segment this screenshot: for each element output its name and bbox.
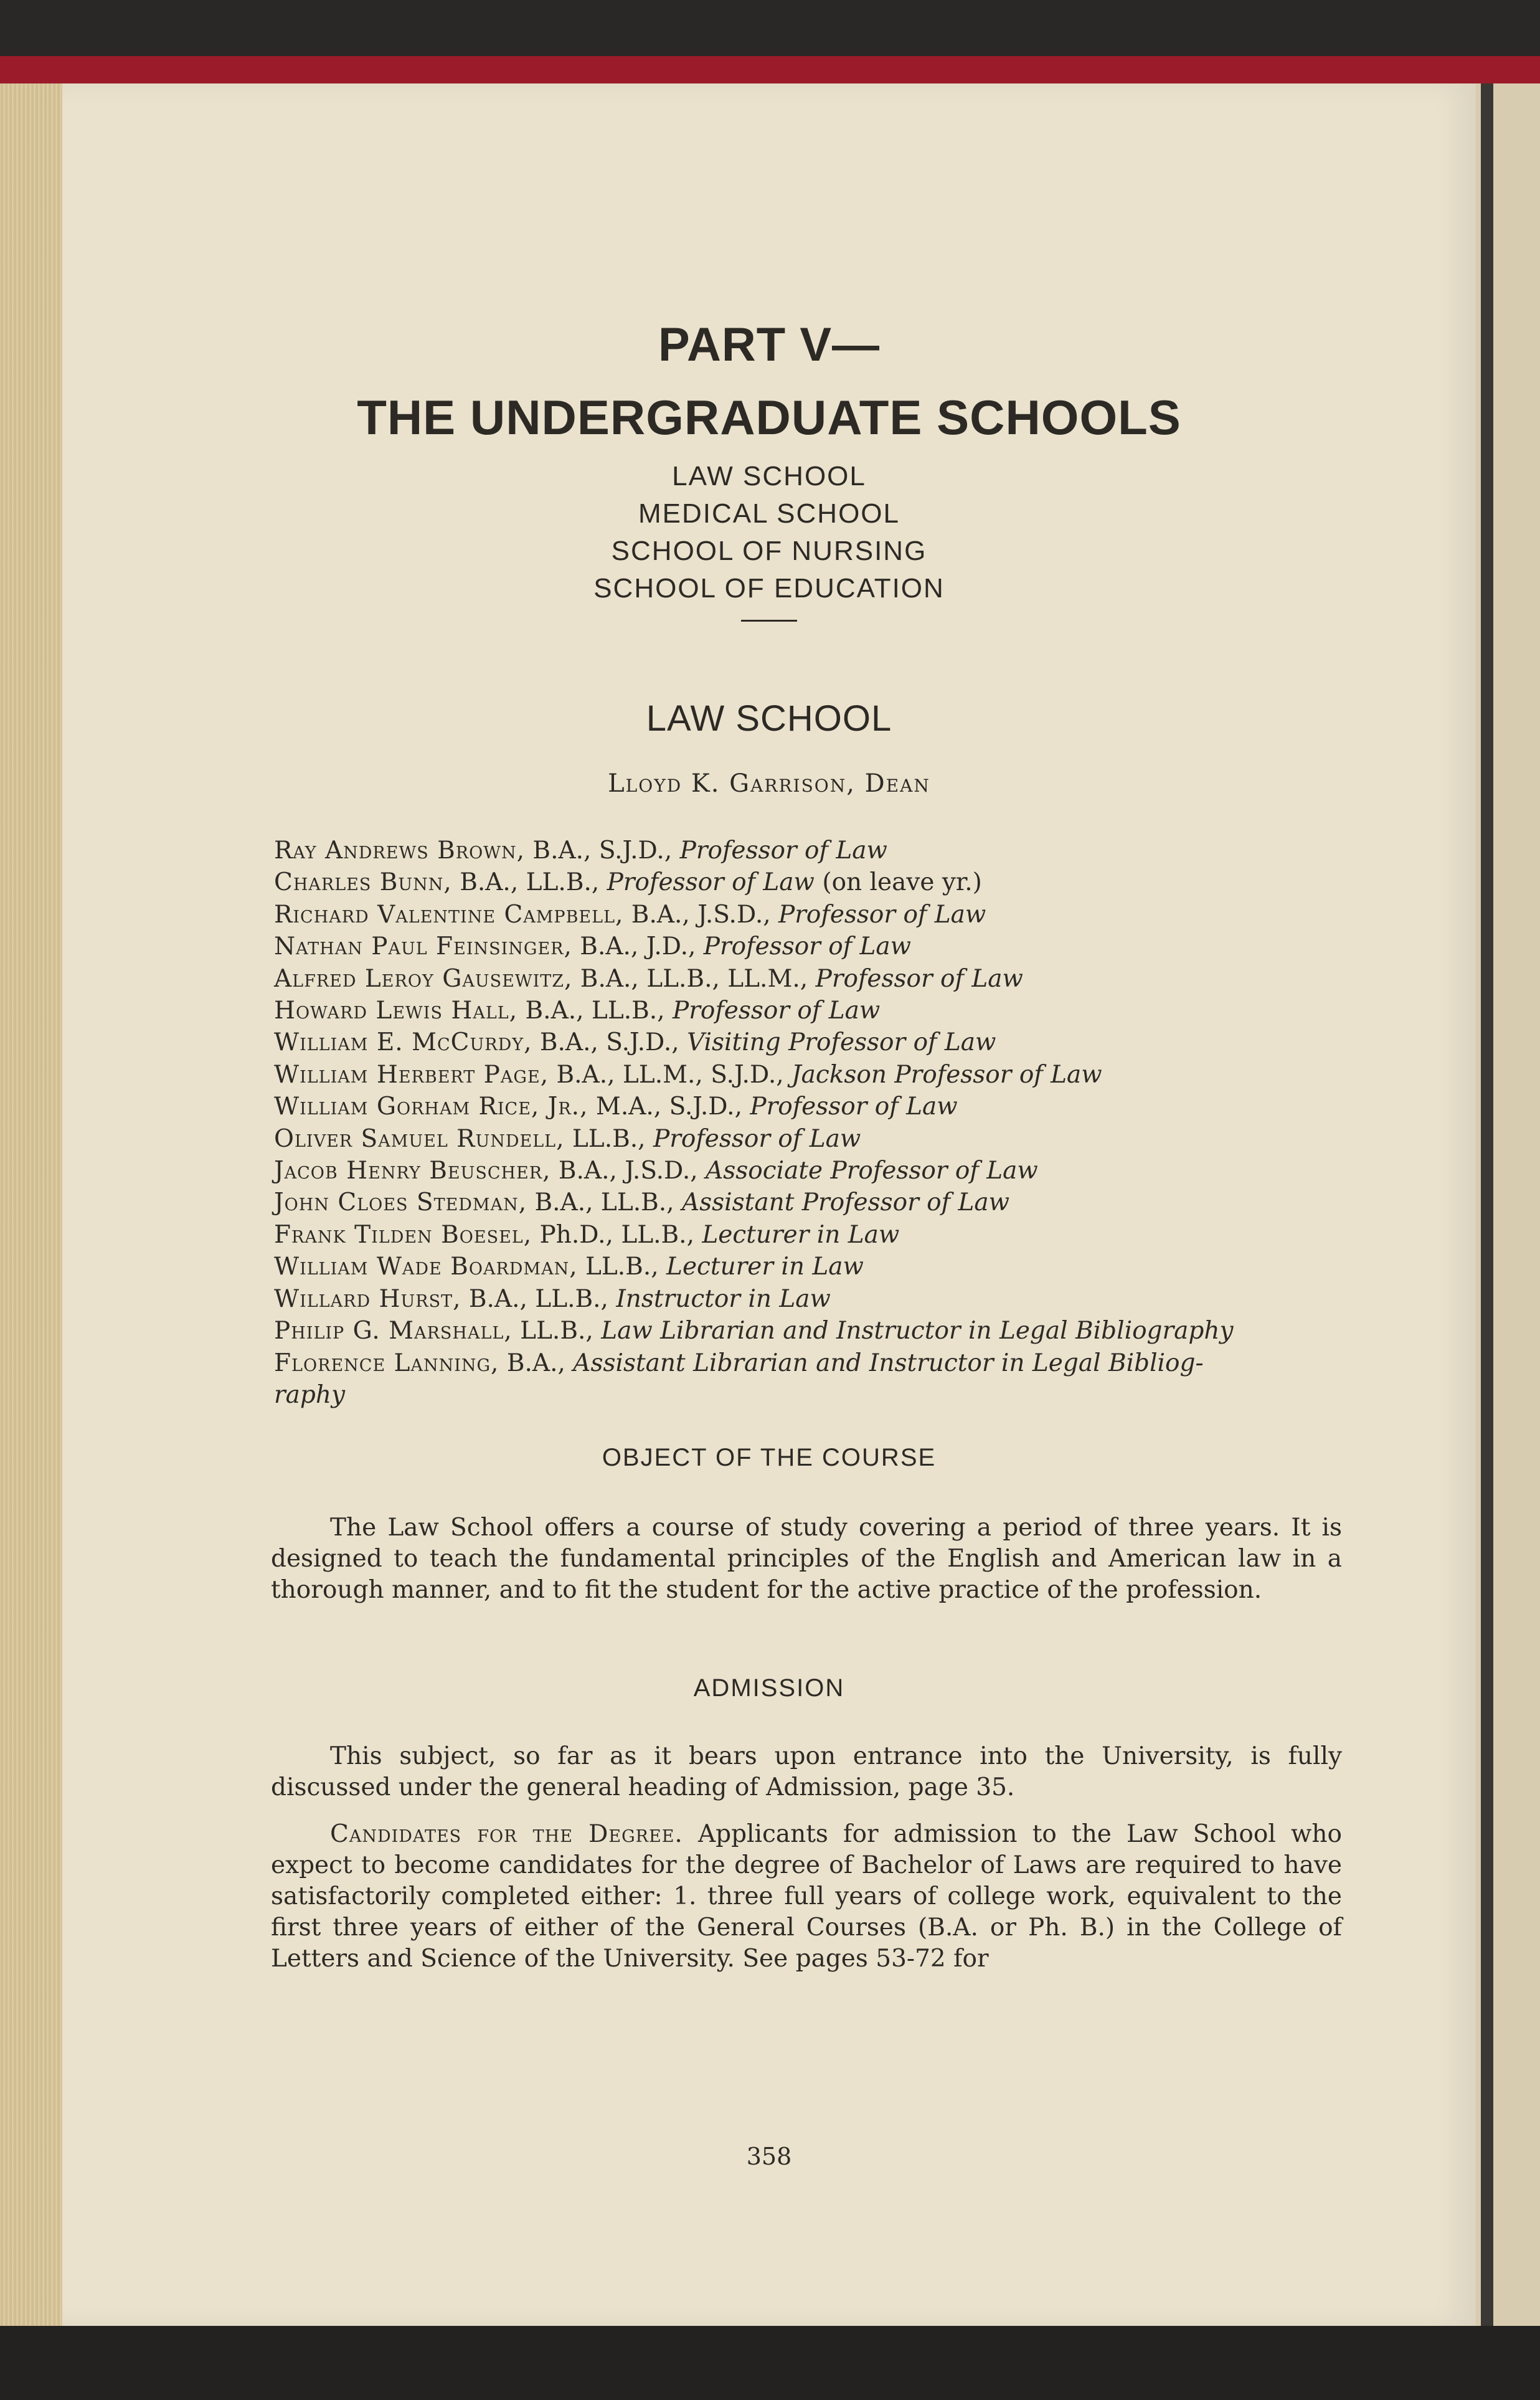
faculty-entry: Alfred Leroy Gausewitz, B.A., LL.B., LL.M., Professor of Law (274, 964, 1023, 993)
faculty-entry: William E. McCurdy, B.A., S.J.D., Visiting Professor of Law (274, 1028, 996, 1057)
faculty-entry: Oliver Samuel Rundell, LL.B., Professor of Law (274, 1124, 861, 1153)
faculty-entry: William Gorham Rice, Jr., M.A., S.J.D., Professor of Law (274, 1093, 958, 1121)
faculty-entry: Charles Bunn, B.A., LL.B., Professor of Law (on leave yr.) (274, 868, 982, 897)
school-item: SCHOOL OF EDUCATION (593, 573, 945, 604)
candidates-paragraph (271, 1819, 1342, 1975)
faculty-entry: William Herbert Page, B.A., LL.M., S.J.D., Jackson Professor of Law (274, 1060, 1102, 1089)
faculty-entry: Frank Tilden Boesel, Ph.D., LL.B., Lecturer in Law (274, 1220, 900, 1249)
faculty-list (274, 835, 1370, 1411)
page-stack-edge (0, 83, 62, 2326)
candidates-text: Applicants for admission to the Law School who expect to become candidates for the degree of Bachelor of Laws are required to have satisfactorily completed either: 1. three full years of college work, equivalent to the first three years of either of the General Courses (B.A. or Ph. B.) in the College of Letters and Science of the University. See pages 53-72 for (271, 1820, 1342, 1973)
section-heading-law-school: LAW SCHOOL (646, 698, 892, 739)
faculty-entry: Richard Valentine Campbell, B.A., J.S.D., Professor of Law (274, 900, 986, 929)
faculty-entry: Willard Hurst, B.A., LL.B., Instructor in Law (274, 1284, 831, 1313)
school-item: MEDICAL SCHOOL (638, 498, 900, 529)
dean-line: Lloyd K. Garrison, Dean (608, 769, 930, 798)
faculty-entry-continuation: raphy (274, 1380, 346, 1409)
admission-heading: ADMISSION (693, 1674, 845, 1702)
gutter-shadow (1481, 83, 1493, 2326)
scan-top-border (0, 0, 1540, 56)
page-number: 358 (746, 2143, 792, 2170)
school-item: LAW SCHOOL (672, 461, 866, 491)
faculty-entry: William Wade Boardman, LL.B., Lecturer in Law (274, 1253, 864, 1281)
scan-bottom-border (0, 2326, 1540, 2400)
school-item: SCHOOL OF NURSING (611, 536, 927, 566)
school-list (62, 458, 1476, 607)
candidates-lead: Candidates for the Degree. (330, 1820, 683, 1848)
faculty-entry: Philip G. Marshall, LL.B., Law Librarian and Instructor in Legal Bibliography (274, 1317, 1234, 1345)
book-cover-edge (0, 56, 1540, 83)
part-title: PART V— (658, 318, 881, 371)
faculty-entry: Howard Lewis Hall, B.A., LL.B., Professor of Law (274, 997, 881, 1025)
object-heading: OBJECT OF THE COURSE (602, 1444, 937, 1471)
admission-paragraph: This subject, so far as it bears upon entrance into the University, is fully discussed under the general heading of Admission, page 35. (271, 1742, 1342, 1801)
faculty-entry: Florence Lanning, B.A., Assistant Librarian and Instructor in Legal Bibliog- (274, 1349, 1204, 1377)
faculty-entry: Ray Andrews Brown, B.A., S.J.D., Professor of Law (274, 837, 887, 865)
divider-rule (741, 620, 797, 622)
faculty-entry: John Cloes Stedman, B.A., LL.B., Assistant Professor of Law (274, 1188, 1010, 1217)
object-paragraph: The Law School offers a course of study covering a period of three years. It is designed to teach the fundamental principles of the English and American law in a thorough manner, and to fit the student for the active practice of the profession. (271, 1514, 1342, 1604)
faculty-entry: Jacob Henry Beuscher, B.A., J.S.D., Associate Professor of Law (274, 1157, 1038, 1185)
faculty-entry: Nathan Paul Feinsinger, B.A., J.D., Professor of Law (274, 932, 912, 961)
main-title: THE UNDERGRADUATE SCHOOLS (357, 390, 1181, 445)
